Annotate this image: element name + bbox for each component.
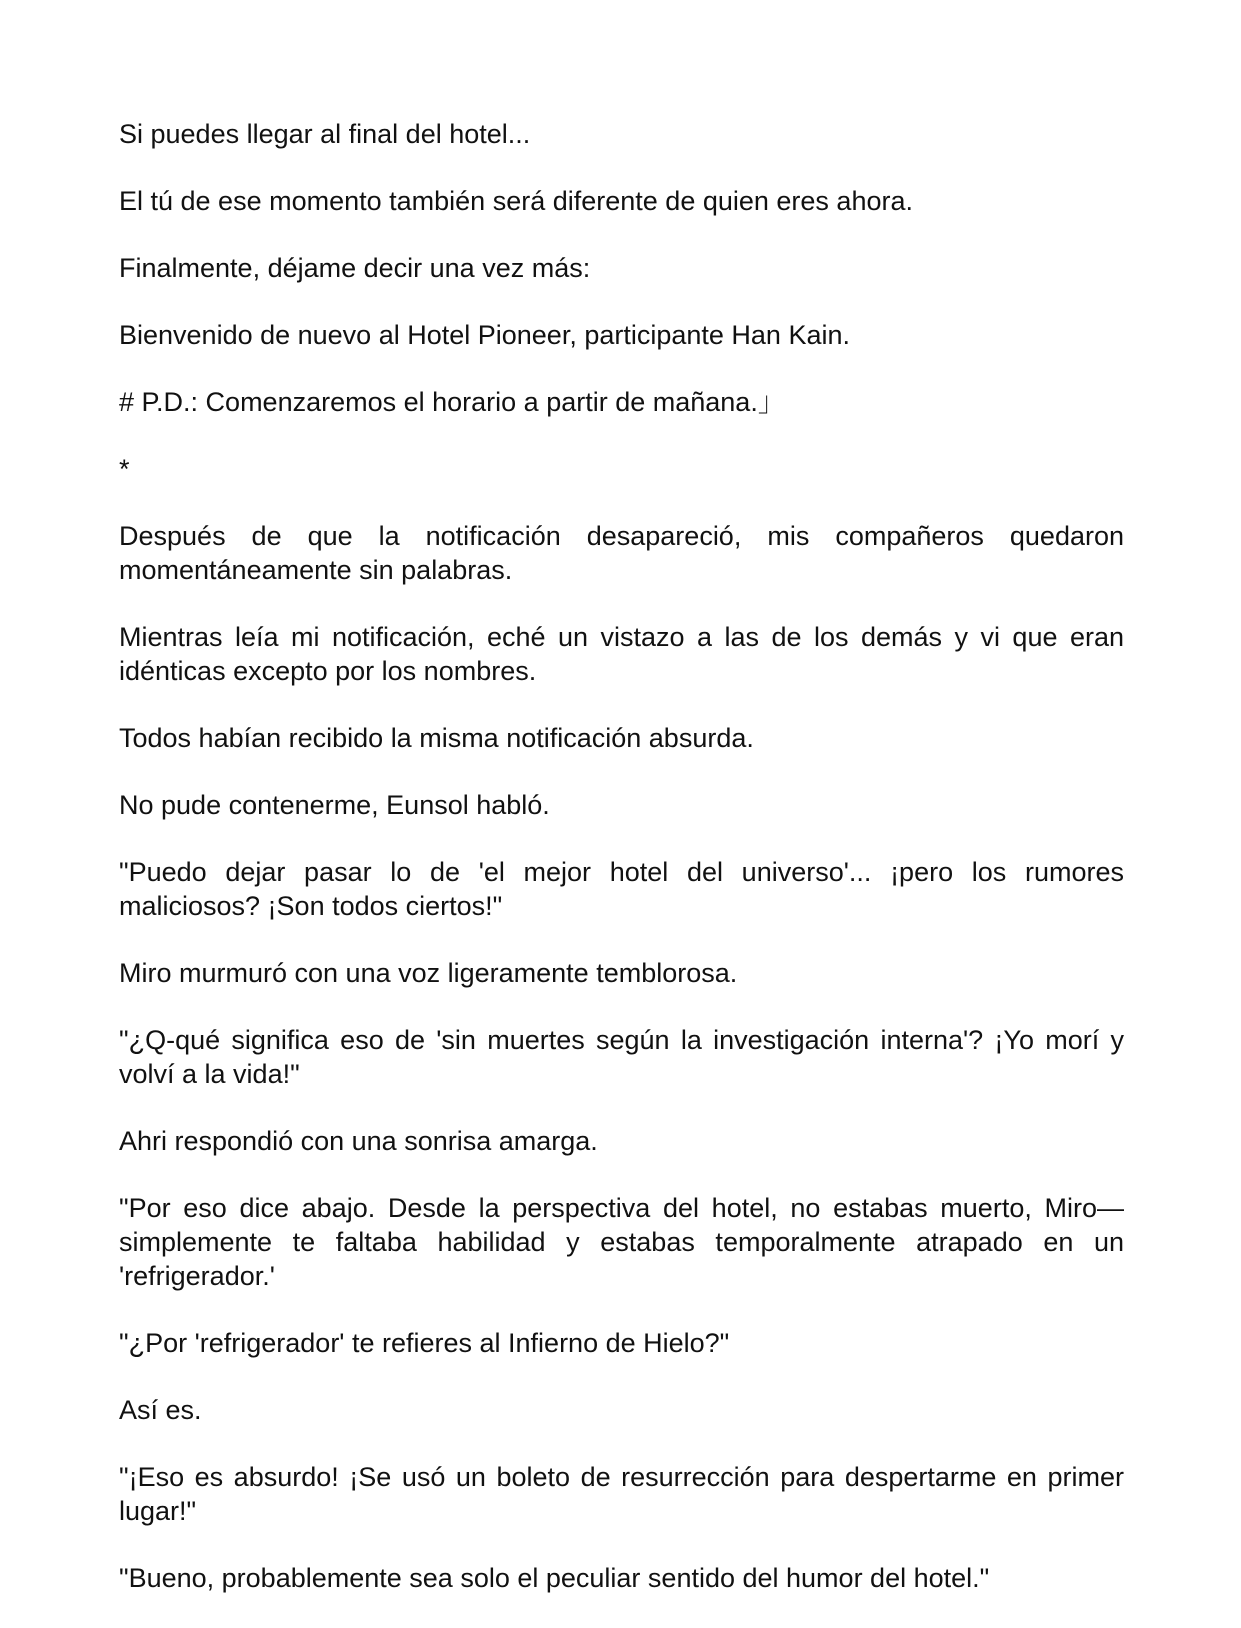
paragraph: "¡Eso es absurdo! ¡Se usó un boleto de resurrección para despertarme en primer lugar!" xyxy=(119,1462,1124,1526)
paragraph: # P.D.: Comenzaremos el horario a partir de mañana.」 xyxy=(119,387,785,417)
paragraph: Si puedes llegar al final del hotel... xyxy=(119,119,531,149)
paragraph: "Puedo dejar pasar lo de 'el mejor hotel del universo'... ¡pero los rumores maliciosos? ¡Son todos ciertos!" xyxy=(119,857,1124,921)
paragraph: Ahri respondió con una sonrisa amarga. xyxy=(119,1126,598,1156)
paragraph: "Bueno, probablemente sea solo el peculiar sentido del humor del hotel." xyxy=(119,1563,990,1593)
paragraph: "¿Por 'refrigerador' te refieres al Infierno de Hielo?" xyxy=(119,1328,730,1358)
paragraph: El tú de ese momento también será diferente de quien eres ahora. xyxy=(119,186,913,216)
paragraph: Todos habían recibido la misma notificación absurda. xyxy=(119,723,754,753)
paragraph: "Por eso dice abajo. Desde la perspectiva del hotel, no estabas muerto, Miro—simplemente te faltaba habilidad y estabas temporalmente atrapado en un 'refrigerador.' xyxy=(119,1193,1124,1291)
paragraph: Mientras leía mi notificación, eché un vistazo a las de los demás y vi que eran idénticas excepto por los nombres. xyxy=(119,622,1124,686)
document-body xyxy=(119,117,1124,1628)
paragraph: Finalmente, déjame decir una vez más: xyxy=(119,253,591,283)
paragraph: "¿Q-qué significa eso de 'sin muertes según la investigación interna'? ¡Yo morí y volví a la vida!" xyxy=(119,1025,1124,1089)
paragraph: Así es. xyxy=(119,1395,202,1425)
paragraph: Después de que la notificación desapareció, mis compañeros quedaron momentáneamente sin palabras. xyxy=(119,521,1124,585)
scene-break: * xyxy=(119,454,130,484)
paragraph: No pude contenerme, Eunsol habló. xyxy=(119,790,550,820)
paragraph: Miro murmuró con una voz ligeramente temblorosa. xyxy=(119,958,738,988)
paragraph: Bienvenido de nuevo al Hotel Pioneer, participante Han Kain. xyxy=(119,320,850,350)
